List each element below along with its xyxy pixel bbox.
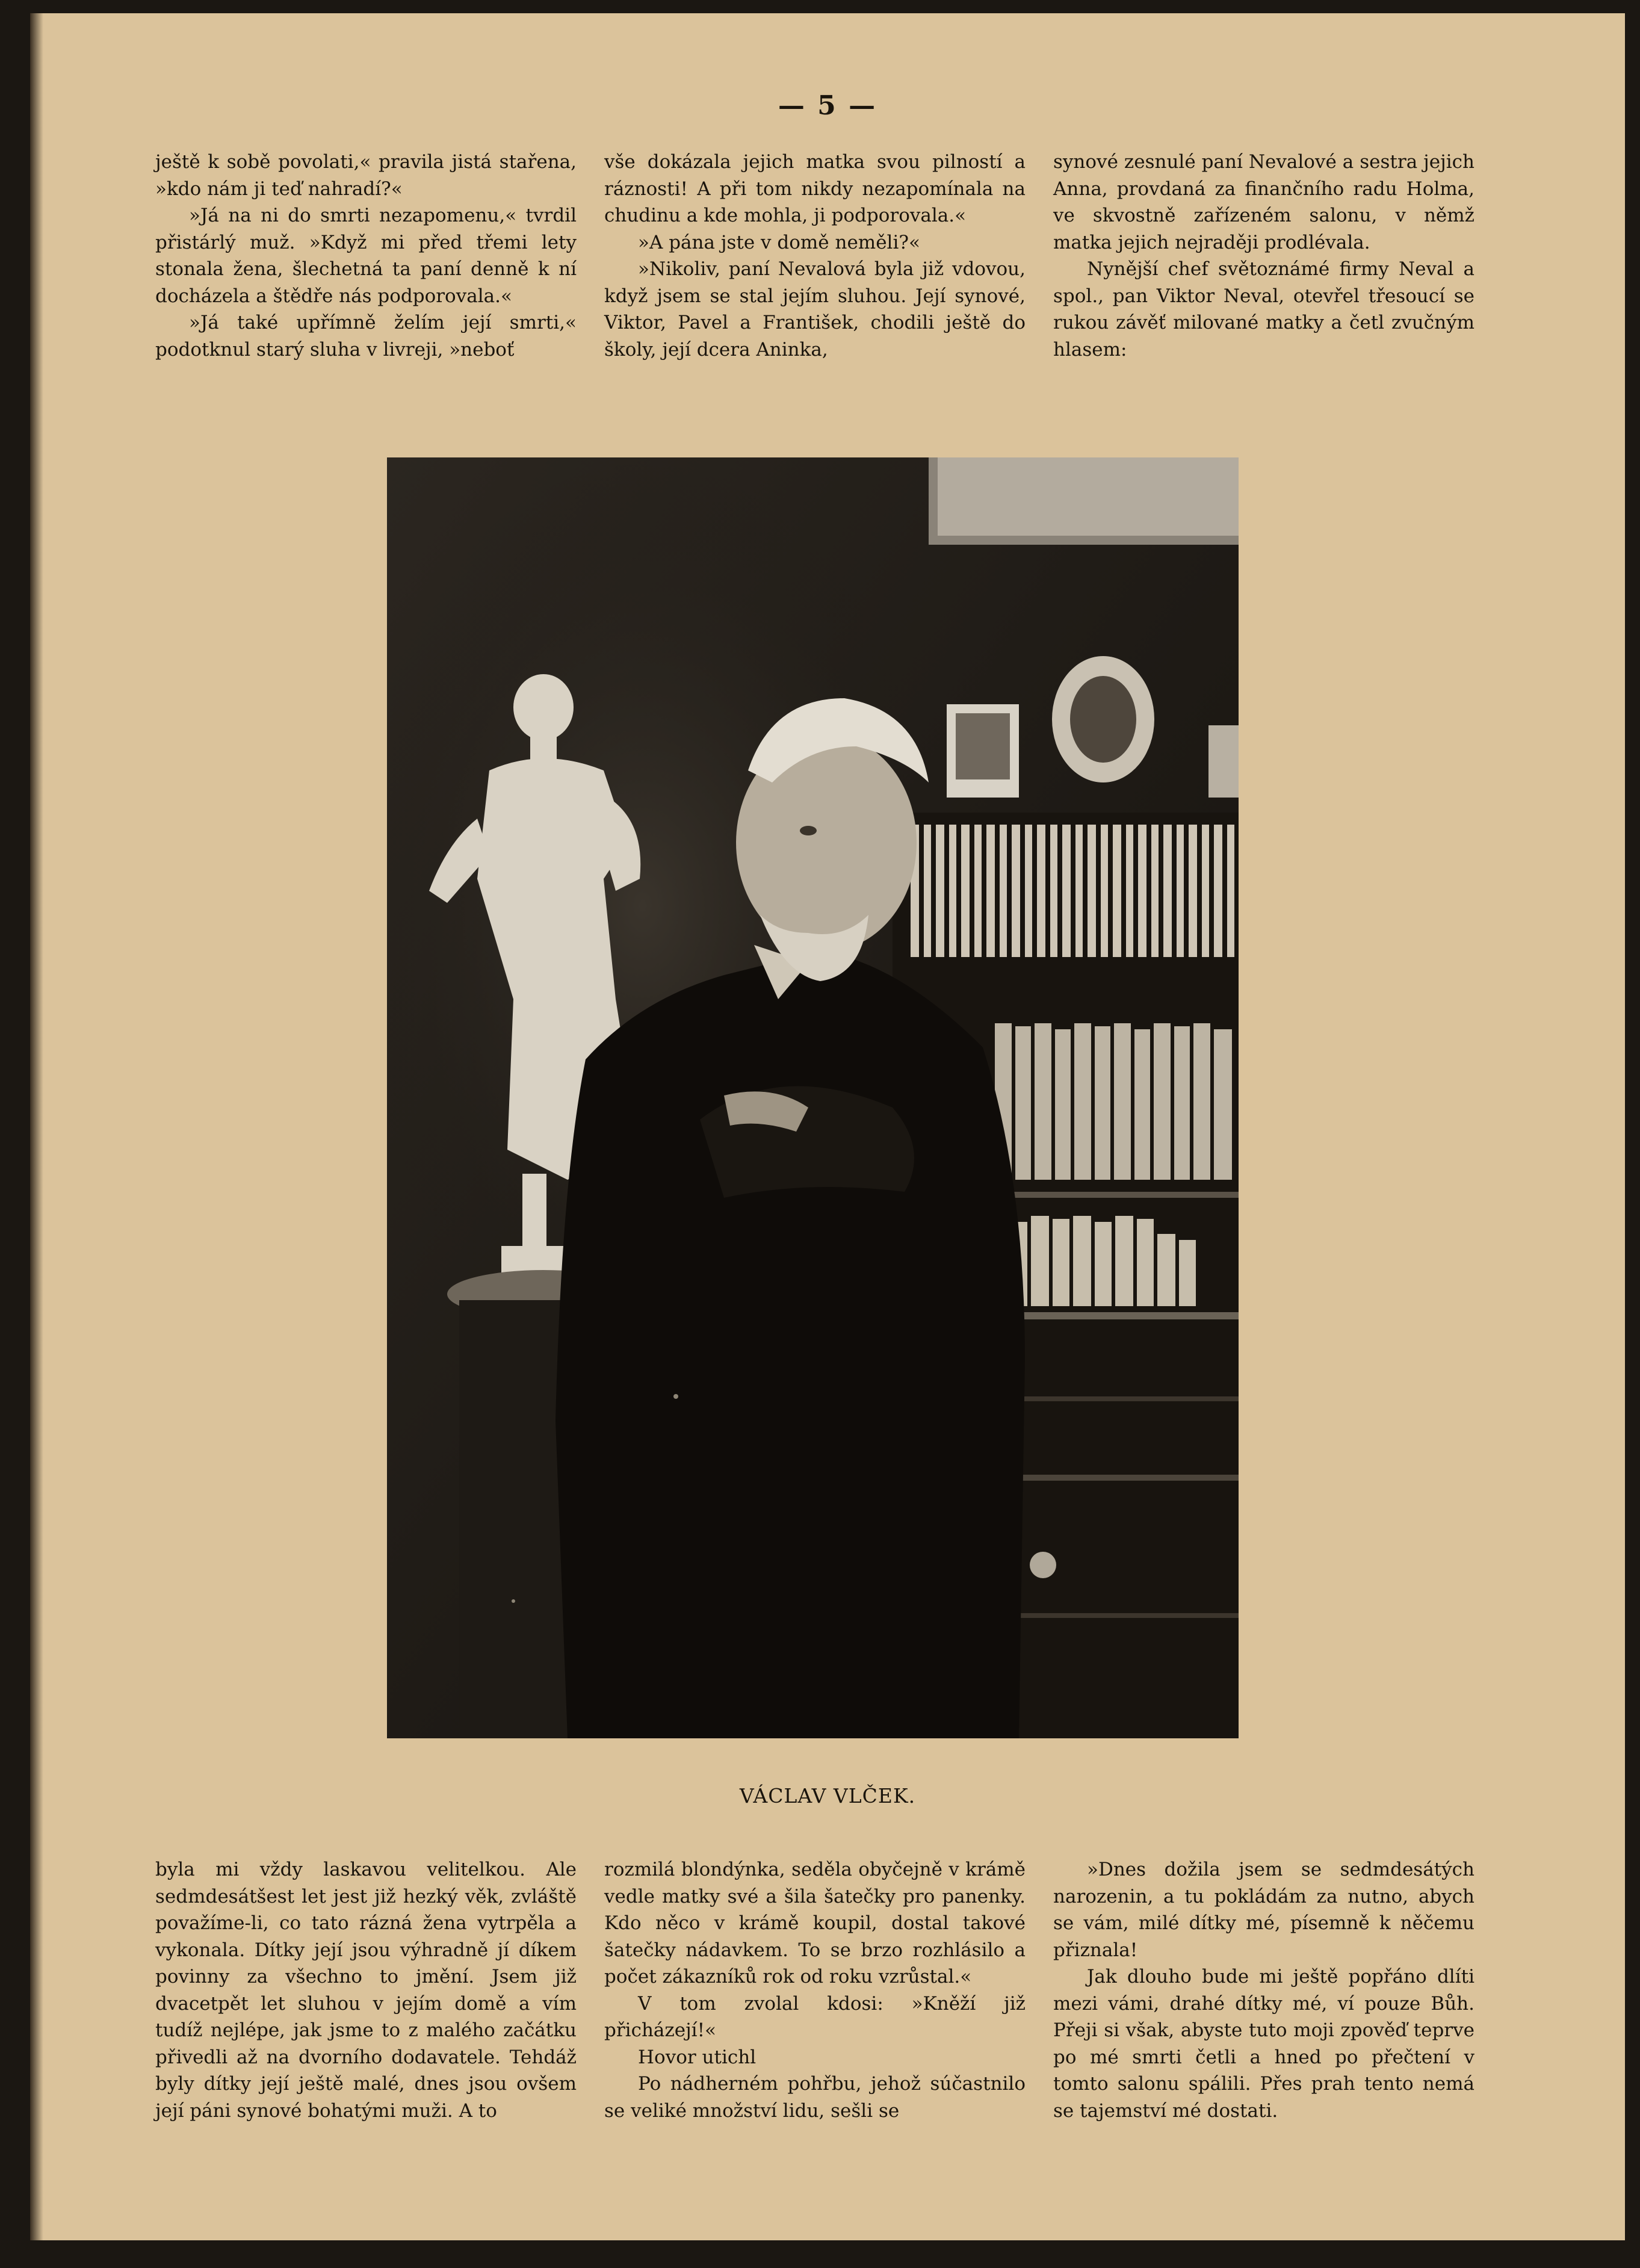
paragraph: synové zesnulé paní Nevalové a sestra jejich Anna, provdaná za finančního radu Holma, ve skvostně zařízeném salonu, v němž matka jejich nejraději prodlévala. [1053,151,1474,253]
column-top-middle [604,149,1026,363]
paragraph: rozmilá blondýnka, seděla obyčejně v krámě vedle matky své a šila šatečky pro panenky. Kdo něco v krámě koupil, dostal takové šatečky nádavkem. To se brzo rozhlásilo a počet zákazníků rok od roku vzrůstal.« [604,1859,1026,1988]
page-paper [30,13,1625,2240]
page-number: — 5 — [778,90,877,121]
column-bottom-middle [604,1856,1026,2124]
paragraph: Po nádherném pohřbu, jehož súčastnilo se veliké množství lidu, sešli se [604,2073,1026,2122]
column-bottom-right [1053,1856,1474,2124]
paragraph: »Já také upřímně želím její smrti,« podotknul starý sluha v livreji, »neboť [155,312,577,361]
paragraph: Hovor utichl [638,2046,757,2068]
paragraph: byla mi vždy laskavou velitelkou. Ale sedmdesátšest let jest již hezký věk, zvláště považíme-li, co tato rázná žena vytrpěla a vykonala. Dítky její jsou výhradně jí díkem povinny za všechno to jmění. Jsem již dvacetpět let sluhou v jejím domě a vím tudíž nejlépe, jak jsme to z malého začátku přivedli až na dvorního dodavatele. Tehdáž byly dítky její ještě malé, dnes jsou ovšem její páni synové bohatými muži. A to [155,1859,577,2122]
photo-caption: VÁCLAV VLČEK. [739,1784,916,1808]
paragraph: »Nikoliv, paní Nevalová byla již vdovou, když jsem se stal jejím sluhou. Její synové, Viktor, Pavel a František, chodili ještě do školy, její dcera Aninka, [604,258,1026,361]
column-bottom-left [155,1856,577,2124]
paragraph: Jak dlouho bude mi ještě popřáno dlíti mezi vámi, drahé dítky mé, ví pouze Bůh. Přeji si však, abyste tuto moji zpověď teprve po mé smrti četli a hned po přečtení v tomto salonu spálili. Přes prah tento nemá se tajemství mé dostati. [1053,1966,1474,2122]
portrait-photo [387,457,1239,1738]
paragraph: vše dokázala jejich matka svou pilností a ráznosti! A při tom nikdy nezapomínala na chudinu a kde mohla, ji podporovala.« [604,151,1026,226]
paragraph: »Dnes dožila jsem se sedmdesátých narozenin, a tu pokládám za nutno, abych se vám, milé dítky mé, písemně k něčemu přiznala! [1053,1859,1474,1961]
paragraph: »A pána jste v domě neměli?« [638,231,920,253]
paragraph: »Já na ni do smrti nezapomenu,« tvrdil přistárlý muž. »Když mi před třemi lety stonala žena, šlechetná ta paní denně k ní docházela a štědře nás podporovala.« [155,205,577,307]
column-top-right [1053,149,1474,363]
page-fold-shadow [30,13,43,2240]
paragraph: Nynější chef světoznámé firmy Neval a spol., pan Viktor Neval, otevřel třesoucí se rukou závěť milované matky a četl zvučným hlasem: [1053,258,1474,361]
portrait-photo-illustration [387,457,1239,1738]
column-top-left [155,149,577,363]
paragraph: ještě k sobě povolati,« pravila jistá stařena, »kdo nám ji teď nahradí?« [155,151,577,200]
paragraph: V tom zvolal kdosi: »Kněží již přicházejí!« [604,1992,1026,2041]
